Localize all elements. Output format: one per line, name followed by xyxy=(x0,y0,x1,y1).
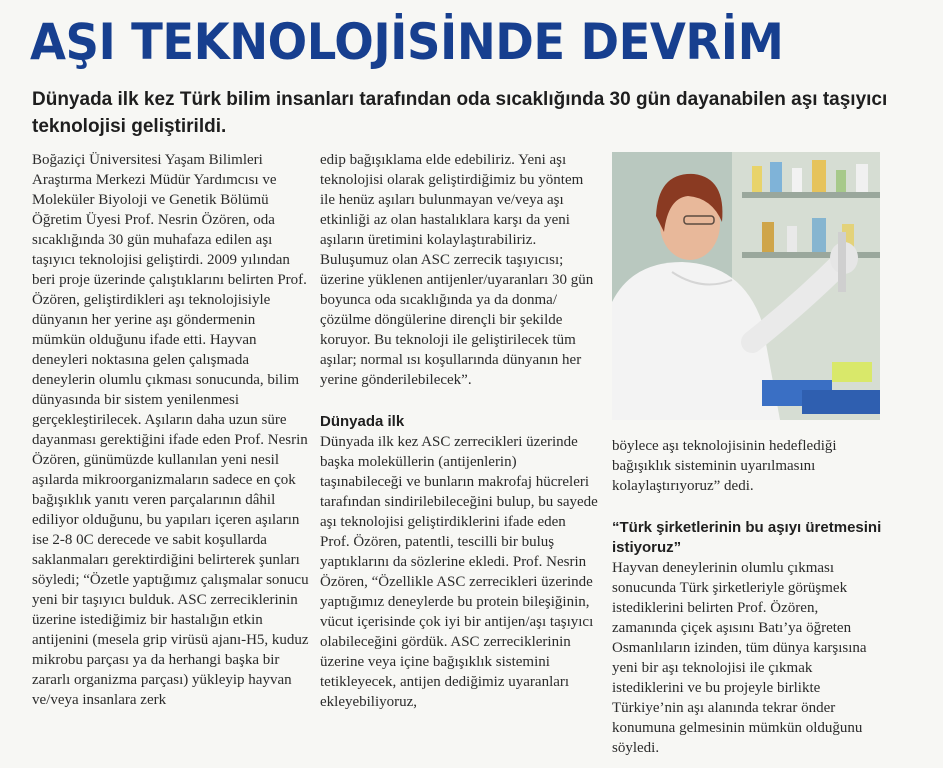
article-column-1 xyxy=(32,150,310,710)
subhead-dunyada-ilk: Dünyada ilk xyxy=(320,413,405,430)
article-column-2 xyxy=(320,150,598,712)
lab-scientist-illustration xyxy=(612,152,880,420)
column-2-body-1: edip bağışıklama elde edebiliriz. Yeni aşı teknolojisi olarak geliştirdiğimiz bu yöntem ile henüz aşıları bulunmayan ve/veya aşı etkinliği az olan hastalıklara karşı da yeni aşıların üretimini kolaylaştırabiliriz. Buluşumuz olan ASC zerrecik taşıyıcısı; üzerine yüklenen antijenler/uyaranları 30 gün boyunca oda sıcaklığında ya da donma/çözülme döngülerine dirençli bir şekilde koruyor. Bu teknoloji ile geliştirilecek tüm aşılar; normal ısı koşullarında dünyanın her yerine gönderilebilecek”. xyxy=(320,152,594,388)
column-3-body-1: böylece aşı teknolojisinin hedeflediği bağışıklık sisteminin uyarılmasını kolaylaştırıyoruz” dedi. xyxy=(612,438,837,494)
headline: AŞI TEKNOLOJİSİNDE DEVRİM xyxy=(30,13,784,71)
lab-scientist-photo xyxy=(612,152,880,420)
subhead-turk-sirketleri: “Türk şirketlerinin bu aşıyı üretmesini istiyoruz” xyxy=(612,519,882,556)
column-1-body: Boğaziçi Üniversitesi Yaşam Bilimleri Araştırma Merkezi Müdür Yardımcısı ve Moleküler Biyoloji ve Genetik Bölümü Öğretim Üyesi Prof. Nesrin Özören, oda sıcaklığında 30 gün muhafaza edilen aşı taşıyıcı teknolojisi geliştirdi. 2009 yılından beri proje üzerinde çalıştıklarını belirten Prof. Özören, geliştirdikleri aşı teknolojisiyle dünyanın her yerine aşı göndermenin mümkün olduğunu ifade etti. Hayvan deneyleri noktasına gelen çalışmada deneylerin olumlu çıkması sonucunda, bilim dünyasında bir sistem yenilenmesi gerçekleştirilecek. Aşıların daha uzun süre dayanması gerektiğini ifade eden Prof. Nesrin Özören, günümüzde kullanılan yeni nesil aşılarda mikroorganizmaların sadece en çok bağışıklık yanıtı veren parçalarının dâhil ediliyor olduğunu, bu yapıları içeren aşıların ise 2-8 0C derecede ve sabit koşullarda saklanmaları gerektirdiğini belirterek şunları söyledi; “Özetle yaptığımız çalışmalar sonucu yeni bir taşıyıcı bulduk. ASC zerreciklerinin üzerine istediğimiz bir hastalığın etkin antijenini (mesela grip virüsü ajanı-H5, kuduz mikrobu parçası ya da herhangi başka bir zararlı organizma parçası) yükleyip hayvan ve/veya insanlara zerk xyxy=(32,152,309,708)
column-2-body-2: Dünyada ilk kez ASC zerrecikleri üzerinde başka moleküllerin (antijenlerin) taşınabileceği ve bunların makrofaj hücreleri tarafından sindirilebileceğini bulup, bu sayede aşı teknolojisi geliştirdiklerini ifade eden Prof. Özören, patentli, tescilli bir buluş yaptıklarını da sözlerine ekledi. Prof. Nesrin Özören, “Özellikle ASC zerrecikleri üzerinde yaptığımız deneylerde bu protein bileşiğinin, vücut içerisinde çok iyi bir antijen/aşı taşıyıcı olabileceğini gördük. ASC zerreciklerinin üzerine veya içine bağışıklık sistemini tetikleyecek, antijen dediğimiz uyaranları ekleyebiliyoruz, xyxy=(320,434,598,710)
column-3-body-2: Hayvan deneylerinin olumlu çıkması sonucunda Türk şirketleriyle görüşmek istediklerini belirten Prof. Özören, zamanında çiçek aşısını Batı’ya öğreten Osmanlıların izinden, tüm dünya karşısına yeni bir aşı teknolojisi ile çıkmak istediklerini ve bu projeyle birlikte Türkiye’nin aşı alanında tekrar önder konumuna gelmesinin mümkün olduğunu söyledi. xyxy=(612,560,867,756)
lead-paragraph: Dünyada ilk kez Türk bilim insanları tarafından oda sıcaklığında 30 gün dayanabilen aşı taşıyıcı teknolojisi geliştirildi. xyxy=(32,89,888,137)
article-column-3 xyxy=(612,436,884,758)
